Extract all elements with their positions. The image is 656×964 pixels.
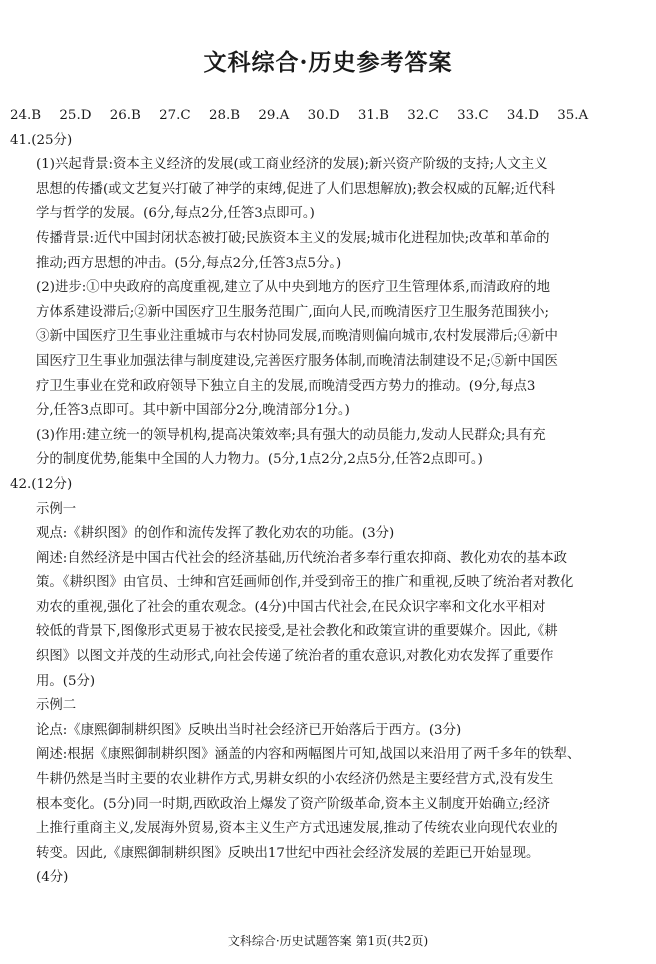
answer-25: 25.D	[59, 108, 92, 123]
multiple-choice-answers	[10, 104, 644, 129]
answer-29: 29.A	[258, 108, 290, 123]
q41-line: 传播背景:近代中国封闭状态被打破;民族资本主义的发展;城市化进程加快;改革和革命的	[36, 230, 550, 246]
question-42-label: 42.(12分)	[10, 476, 73, 492]
q42-line: 根本变化。(5分)同一时期,西欧政治上爆发了资产阶级革命,资本主义制度开始确立;经济	[36, 796, 551, 812]
q41-line: (3)作用:建立统一的领导机构,提高决策效率;具有强大的动员能力,发动人民群众;具有充	[36, 427, 546, 443]
answer-27: 27.C	[159, 108, 191, 123]
q42-line: 牛耕仍然是当时主要的农业耕作方式,男耕女织的小农经济仍然是主要经营方式,没有发生	[36, 772, 554, 788]
q41-line: 思想的传播(或文艺复兴打破了神学的束缚,促进了人们思想解放);教会权威的瓦解;近代科	[36, 181, 556, 197]
answer-28: 28.B	[208, 108, 241, 123]
answer-31: 31.B	[357, 108, 390, 123]
q42-line: (4分)	[36, 870, 69, 886]
q42-line: 较低的背景下,图像形式更易于被农民接受,是社会教化和政策宣讲的重要媒介。因此,《耕	[36, 624, 558, 640]
answer-24: 24.B	[10, 108, 42, 123]
q42-line: 转变。因此,《康熙御制耕织图》反映出17世纪中西社会经济发展的差距已开始显现。	[36, 845, 540, 861]
answer-32: 32.C	[407, 108, 439, 123]
q42-line: 阐述:根据《康熙御制耕织图》涵盖的内容和两幅图片可知,战国以来沿用了两千多年的铁犁、	[36, 747, 581, 763]
q42-line: 用。(5分)	[36, 673, 96, 689]
q42-line: 阐述:自然经济是中国古代社会的经济基础,历代统治者多奉行重农抑商、教化劝农的基本政	[36, 550, 567, 566]
q41-line: (2)进步:①中央政府的高度重视,建立了从中央到地方的医疗卫生管理体系,而清政府的地	[36, 280, 551, 296]
q42-line: 织图》以图文并茂的生动形式,向社会传递了统治者的重农意识,对教化劝农发挥了重要作	[36, 649, 554, 665]
q41-line: 分,任答3点即可。其中新中国部分2分,晚清部分1分。)	[36, 403, 350, 419]
q41-line: (1)兴起背景:资本主义经济的发展(或工商业经济的发展);新兴资产阶级的支持;人文主义	[36, 157, 548, 173]
question-41-label: 41.(25分)	[10, 132, 73, 148]
answer-body	[10, 104, 644, 891]
q41-line: 推动;西方思想的冲击。(5分,每点2分,任答3点5分。)	[36, 255, 342, 271]
q42-line: 策。《耕织图》由官员、士绅和宫廷画师创作,并受到帝王的推广和重视,反映了统治者对教化	[36, 575, 574, 591]
page-title: 文科综合·历史参考答案	[203, 49, 453, 76]
q41-line: 疗卫生事业在党和政府领导下独立自主的发展,而晚清受西方势力的推动。(9分,每点3	[36, 378, 536, 394]
answer-35: 35.A	[557, 108, 589, 123]
answer-33: 33.C	[457, 108, 489, 123]
q41-line: ③新中国医疗卫生事业注重城市与农村协同发展,而晚清则偏向城市,农村发展滞后;④新中	[36, 329, 558, 345]
answer-30: 30.D	[307, 108, 340, 123]
q41-line: 分的制度优势,能集中全国的人力物力。(5分,1点2分,2点5分,任答2点即可。)	[36, 452, 483, 468]
q42-line: 示例二	[36, 698, 77, 714]
answer-26: 26.B	[109, 108, 141, 123]
q41-line: 学与哲学的发展。(6分,每点2分,任答3点即可。)	[36, 206, 315, 222]
answer-34: 34.D	[506, 108, 539, 123]
q41-line: 方体系建设滞后;②新中国医疗卫生服务范围广,面向人民,而晚清医疗卫生服务范围狭小;	[36, 304, 549, 320]
q42-line: 劝农的重视,强化了社会的重农观念。(4分)中国古代社会,在民众识字率和文化水平相对	[36, 599, 546, 615]
q42-line: 上推行重商主义,发展海外贸易,资本主义生产方式迅速发展,推动了传统农业向现代农业的	[36, 821, 558, 837]
q42-line: 观点:《耕织图》的创作和流传发挥了教化劝农的功能。(3分)	[36, 526, 395, 542]
q42-line: 示例一	[36, 501, 77, 517]
q41-line: 国医疗卫生事业加强法律与制度建设,完善医疗服务体制,而晚清法制建设不足;⑤新中国医	[36, 353, 558, 369]
q42-line: 论点:《康熙御制耕织图》反映出当时社会经济已开始落后于西方。(3分)	[36, 722, 462, 738]
page-footer: 文科综合·历史试题答案 第1页(共2页)	[227, 934, 429, 948]
